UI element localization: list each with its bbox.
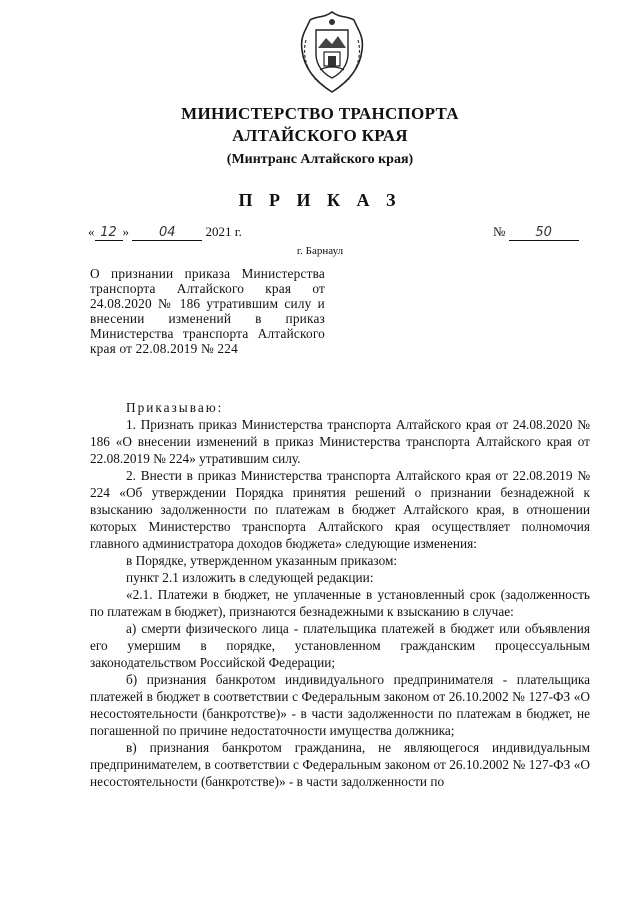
order-word: Приказываю: bbox=[126, 400, 224, 415]
date-close-quote: » bbox=[122, 224, 129, 239]
document-type-title: П Р И К А З bbox=[238, 190, 402, 210]
date-day: 12 bbox=[95, 225, 123, 241]
number-line bbox=[493, 224, 579, 241]
paragraph-2: 2. Внести в приказ Министерства транспорта Алтайского края от 22.08.2019 № 224 «Об утверждении Порядка принятия решений о признании безнадежной к взысканию задолженности по платежам в бюджет Алтайского края, в отношении которых Министерство транспорта Алтайского края осуществляет полномочия главного администратора доходов бюджета» следующие изменения: bbox=[90, 468, 590, 551]
date-open-quote: « bbox=[88, 224, 95, 239]
paragraph-1: 1. Признать приказ Министерства транспорта Алтайского края от 24.08.2020 № 186 «О внесении изменений в приказ Министерства транспорта Алтайского края от 22.08.2019 № 224» утратившим силу. bbox=[90, 417, 590, 466]
paragraph-8: в) признания банкротом гражданина, не являющегося индивидуальным предпринимателем, в соответствии с Федеральным законом от 26.10.2002 № 127-ФЗ «О несостоятельности (банкротстве)» - в части задолженности по bbox=[90, 740, 590, 789]
document-subject: О признании приказа Министерства транспорта Алтайского края от 24.08.2020 № 186 утратившим силу и внесении изменений в приказ Министерства транспорта Алтайского края от 22.08.2019 № 224 bbox=[90, 266, 325, 356]
paragraph-3: в Порядке, утвержденном указанным приказом: bbox=[126, 553, 398, 568]
date-year: 2021 г. bbox=[205, 224, 242, 239]
coat-of-arms-icon bbox=[296, 10, 368, 94]
ministry-short-name: (Минтранс Алтайского края) bbox=[226, 152, 414, 167]
paragraph-5: «2.1. Платежи в бюджет, не уплаченные в установленный срок (задолженность по платежам в бюджет), признаются безнадежными к взысканию в случае: bbox=[90, 587, 590, 619]
document-body bbox=[90, 399, 590, 790]
paragraph-4: пункт 2.1 изложить в следующей редакции: bbox=[126, 570, 374, 585]
ministry-name-line2: АЛТАЙСКОГО КРАЯ bbox=[232, 126, 408, 145]
document-number: 50 bbox=[509, 225, 579, 241]
number-label: № bbox=[493, 224, 506, 239]
city: г. Барнаул bbox=[296, 245, 344, 257]
paragraph-7: б) признания банкротом индивидуального предпринимателя - плательщика платежей в бюджет в соответствии с Федеральным законом от 26.10.2002 № 127-ФЗ «О несостоятельности (банкротстве)» - в части задолженности по платежам в бюджет, не погашенной по причине недостаточности имущества должника; bbox=[90, 672, 590, 738]
paragraph-6: а) смерти физического лица - плательщика платежей в бюджет или объявления его умершим в порядке, установленном гражданским процессуальным законодательством Российской Федерации; bbox=[90, 621, 590, 670]
date-month: 04 bbox=[132, 225, 202, 241]
date-line bbox=[88, 224, 242, 241]
ministry-name-line1: МИНИСТЕРСТВО ТРАНСПОРТА bbox=[181, 104, 459, 123]
